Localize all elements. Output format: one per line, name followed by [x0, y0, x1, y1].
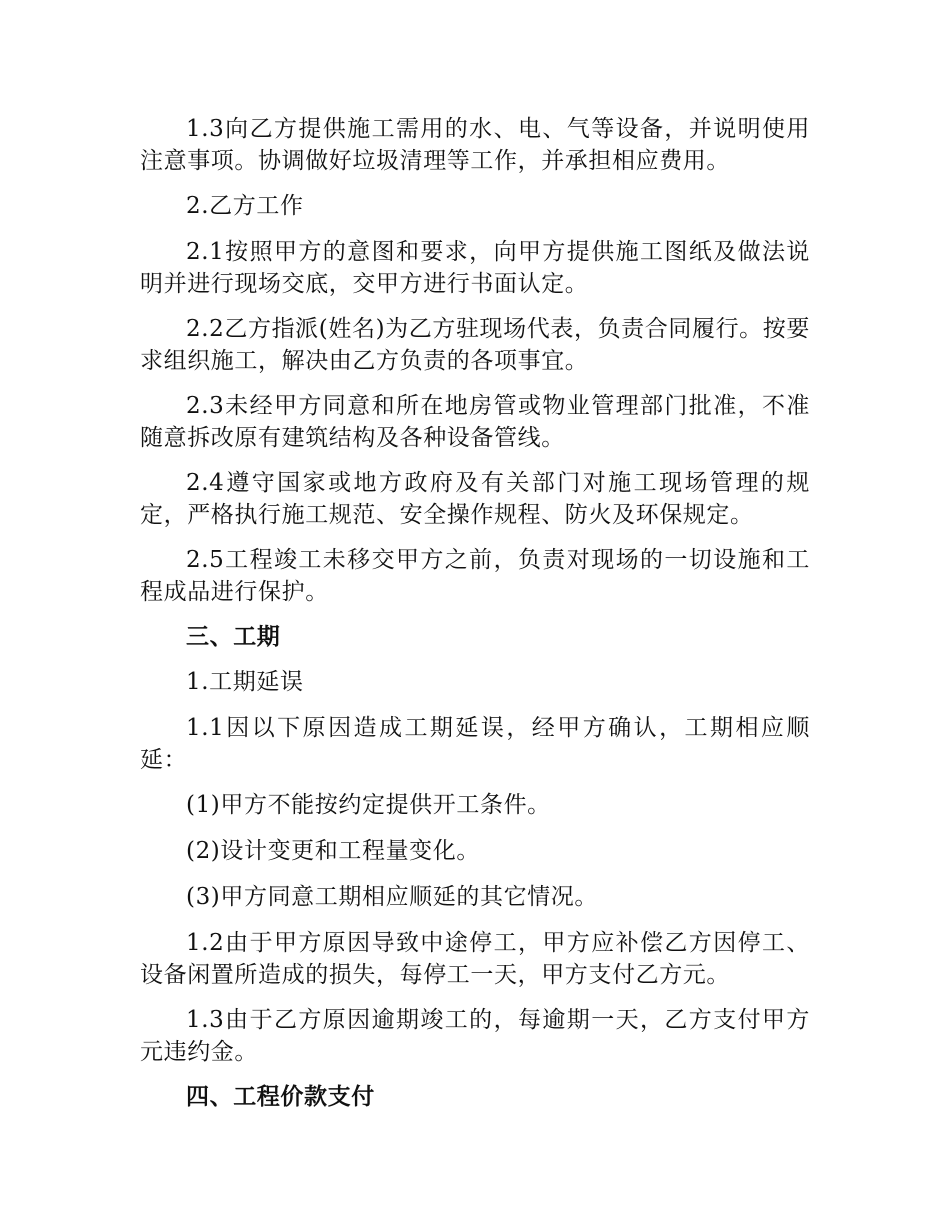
- paragraph-party-b-work: 2.乙方工作: [186, 193, 304, 219]
- list-item-1: (1)甲方不能按约定提供开工条件。: [186, 792, 551, 818]
- paragraph-1-2: 1.2由于甲方原因导致中途停工，甲方应补偿乙方因停工、设备闲置所造成的损失，每停工一天，甲方支付乙方元。: [140, 930, 810, 988]
- document-body: [140, 113, 810, 1126]
- paragraph-1-3-penalty: 1.3由于乙方原因逾期竣工的，每逾期一天，乙方支付甲方元违约金。: [140, 1007, 810, 1065]
- list-item-2: (2)设计变更和工程量变化。: [186, 838, 480, 864]
- paragraph-2-3: 2.3未经甲方同意和所在地房管或物业管理部门批准，不准随意拆改原有建筑结构及各种设备管线。: [140, 393, 810, 451]
- paragraph-2-5: 2.5工程竣工未移交甲方之前，负责对现场的一切设施和工程成品进行保护。: [140, 547, 810, 605]
- paragraph-schedule-delay: 1.工期延误: [186, 669, 304, 695]
- paragraph-2-1: 2.1按照甲方的意图和要求，向甲方提供施工图纸及做法说明并进行现场交底，交甲方进行书面认定。: [140, 239, 810, 297]
- paragraph-1-3-utilities: 1.3向乙方提供施工需用的水、电、气等设备，并说明使用注意事项。协调做好垃圾清理等工作，并承担相应费用。: [140, 116, 810, 174]
- paragraph-2-4: 2.4遵守国家或地方政府及有关部门对施工现场管理的规定，严格执行施工规范、安全操作规程、防火及环保规定。: [140, 470, 810, 528]
- paragraph-2-2: 2.2乙方指派(姓名)为乙方驻现场代表，负责合同履行。按要求组织施工，解决由乙方负责的各项事宜。: [140, 316, 810, 374]
- section-heading-payment: 四、工程价款支付: [186, 1084, 375, 1110]
- paragraph-1-1: 1.1因以下原因造成工期延误，经甲方确认，工期相应顺延：: [140, 715, 810, 773]
- section-heading-schedule: 三、工期: [186, 624, 281, 650]
- list-item-3: (3)甲方同意工期相应顺延的其它情况。: [186, 884, 598, 910]
